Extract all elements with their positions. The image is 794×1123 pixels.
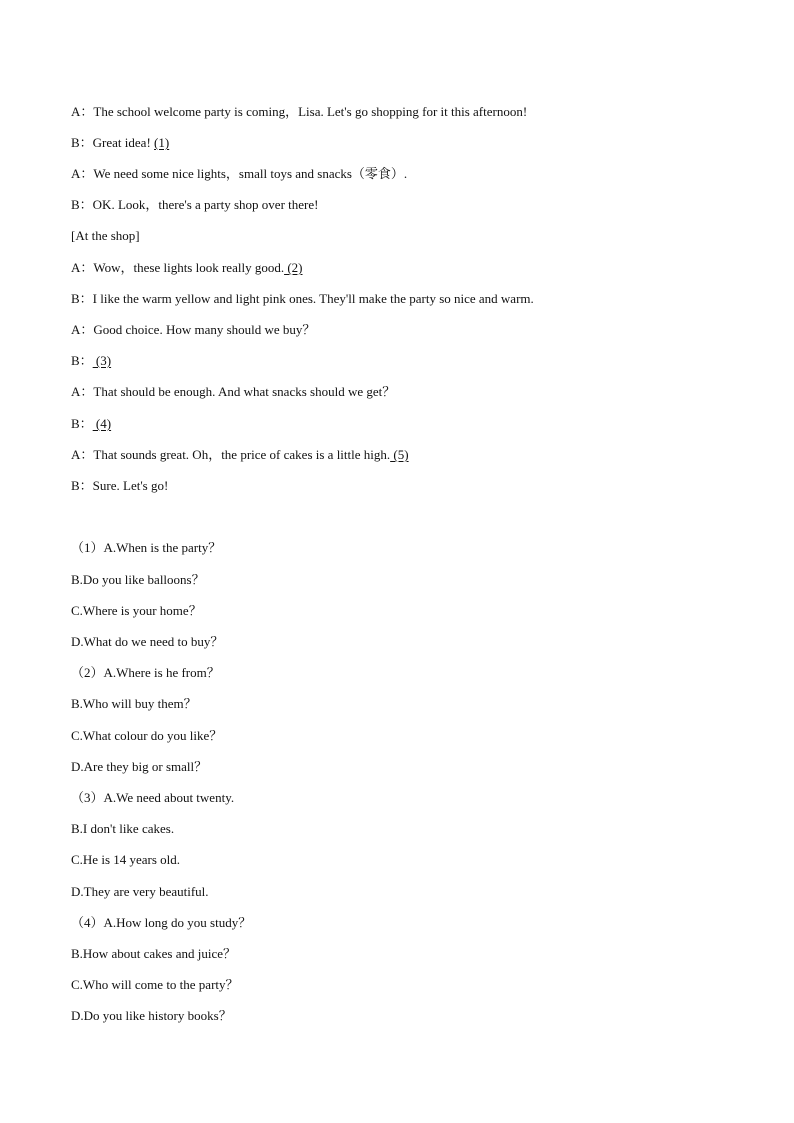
dialogue-text: A：Wow，these lights look really good. [71,260,285,275]
question-option: C.Who will come to the party？ [71,977,239,992]
answer-blank: (1) [154,135,170,150]
question-option: （4）A.How long do you study？ [71,915,252,930]
dialogue-text: A：Good choice. How many should we buy？ [71,322,316,337]
dialogue-text: A：We need some nice lights，small toys and snacks（零食）. [71,166,408,181]
dialogue-line [71,353,111,369]
dialogue-line [71,447,409,463]
dialogue-text: B： [71,416,93,431]
question-option: （3）A.We need about twenty. [71,790,235,805]
answer-blank: (4) [92,416,112,431]
question-option: B.Who will buy them？ [71,696,197,711]
dialogue-line [71,104,527,120]
answer-blank: (3) [92,353,112,368]
answer-blank: (2) [284,260,303,275]
question-option: D.Do you like history books？ [71,1008,232,1023]
dialogue-text: B：OK. Look，there's a party shop over there! [71,197,319,212]
dialogue-line [71,260,303,276]
dialogue-line [71,322,315,338]
dialogue-line [71,291,534,307]
dialogue-text: A：That sounds great. Oh，the price of cakes is a little high. [71,447,391,462]
question-option: B.How about cakes and juice？ [71,946,236,961]
dialogue-line [71,135,169,151]
question-option: （1）A.When is the party？ [71,540,222,555]
question-option: D.Are they big or small？ [71,759,208,774]
dialogue-text: A：The school welcome party is coming，Lisa. Let's go shopping for it this afternoon! [71,104,528,119]
dialogue-text: B：I like the warm yellow and light pink ones. They'll make the party so nice and warm. [71,291,534,306]
dialogue-text: [At the shop] [71,228,140,243]
answer-blank: (5) [390,447,409,462]
scene-heading [71,228,140,244]
dialogue-line [71,478,168,494]
question-option: B.I don't like cakes. [71,821,175,836]
dialogue-text: A：That should be enough. And what snacks should we get？ [71,384,396,399]
question-option: B.Do you like balloons？ [71,572,205,587]
dialogue-text: B： [71,353,93,368]
question-option: D.What do we need to buy？ [71,634,224,649]
question-option: C.He is 14 years old. [71,852,181,867]
dialogue-line [71,166,407,182]
question-option: D.They are very beautiful. [71,884,209,899]
question-option: C.Where is your home？ [71,603,202,618]
question-option: C.What colour do you like？ [71,728,223,743]
dialogue-text: B：Great idea! [71,135,155,150]
dialogue-line [71,416,111,432]
dialogue-line [71,384,395,400]
dialogue-text: B：Sure. Let's go! [71,478,169,493]
dialogue-line [71,197,318,213]
question-option: （2）A.Where is he from？ [71,665,220,680]
